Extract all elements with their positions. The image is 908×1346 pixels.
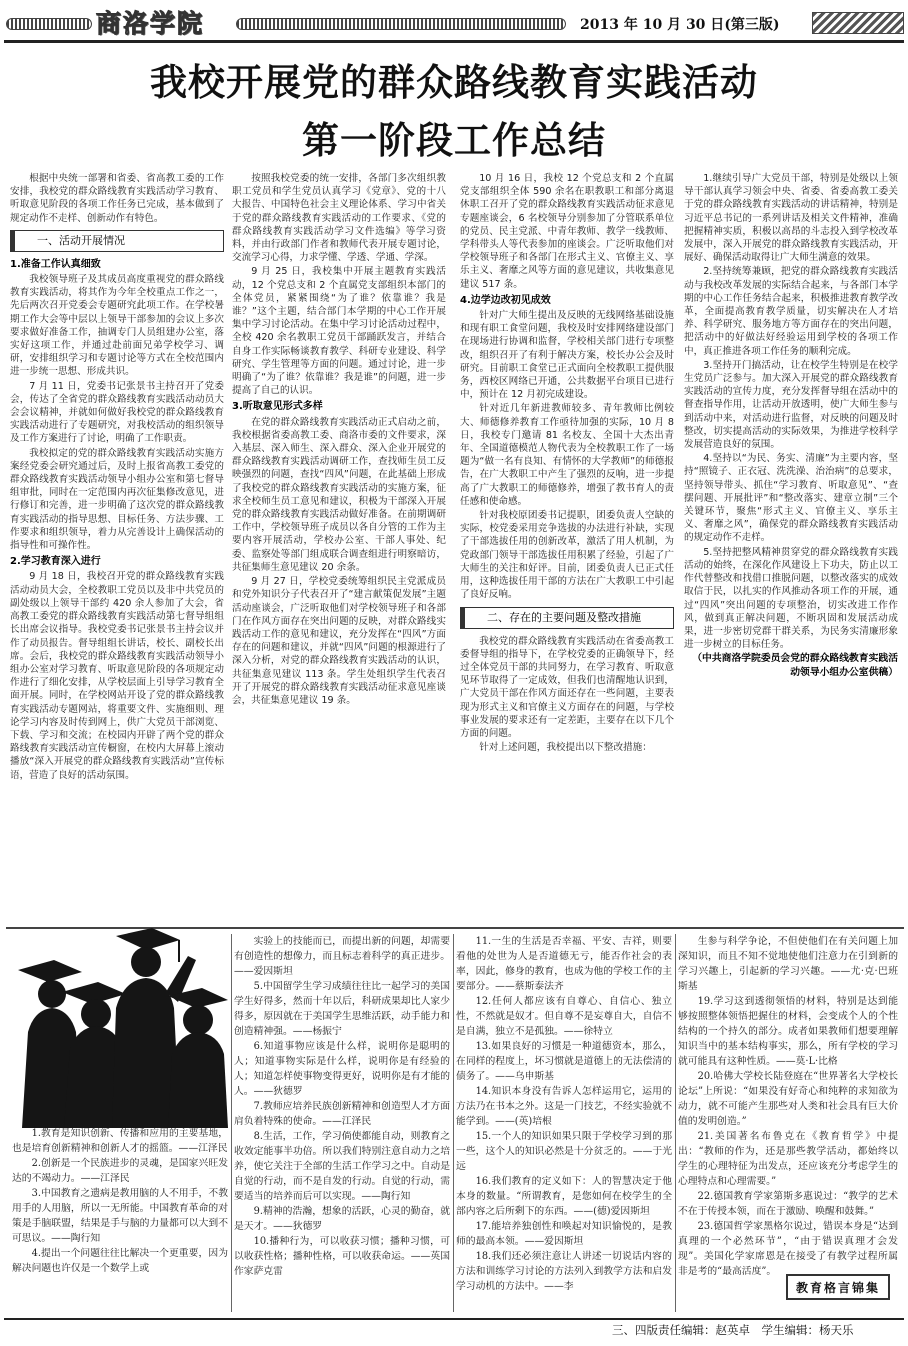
paragraph: 针对我校原团委书记提职，团委负责人空缺的实际，校党委采用竞争选拔的办法进行补缺，实现了干部选拔任用的创新改革，激活了用人机制，为党政部门领导干部选拔任用积累了经验，引起了广大师生的关注和好评。目前，团委负责人已正式任用，这种选拔任用干部的方法在广大教职工中引起了良好反响。: [460, 510, 674, 601]
quote-item: 5.中国留学生学习成绩往往比一起学习的美国学生好得多，然而十年以后，科研成果却比人家少得多，原因就在于美国学生思维活跃，动手能力和创造精神强。——杨振宁: [234, 981, 450, 1037]
graduates-silhouette-illustration: [12, 932, 230, 1128]
article-column-2: [232, 172, 446, 924]
article-column-4: [684, 172, 898, 924]
paragraph: 针对广大师生提出及反映的无线网络基础设施和现有职工食堂问题，我校及时安排网络建设部门在现场进行协调和监督，学校相关部门进行专项整改，组织召开了有利于解决方案，校长办公会及时研究。目前职工食堂已正式面向全校教职工提供服务，西校区网络已开通，公共数据平台项目已进行中，预计在 12 月初完成建设。: [460, 310, 674, 401]
header-decor-bar-right: [236, 18, 566, 30]
paragraph: 4.坚持以“为民、务实、清廉”为主要内容，坚持“照镜子、正衣冠、洗洗澡、治治病”的总要求，坚持领导带头、抓住“学习教育、听取意见”、“查摆问题、开展批评”和“整改落实、建章立制”三个关键环节，聚焦“形式主义、官僚主义、享乐主义、奢靡之风”，确保党的群众路线教育实践活动的规定动作不走样。: [684, 453, 898, 544]
header-corner-decor: [812, 12, 904, 34]
paragraph: 针对上述问题，我校提出以下整改措施：: [479, 742, 652, 754]
header-rule: [4, 40, 904, 43]
quotes-column-2: [234, 934, 450, 1310]
header-decor-bar-left: [6, 18, 92, 30]
paragraph: 9 月 25 日，我校集中开展主题教育实践活动，12 个党总支和 2 个直属党支部组织本部门的全体党员，紧紧围绕“为了谁？依靠谁？我是谁？”这个主题，结合部门本学期的中心工作开展集中学习讨论活动。在集中学习讨论活动过程中，全校 420 余名教职工党员干部踊跃发言，并结合自身工作实际畅谈教育教学、科研专业建设、科学研究、学生管理等方面的问题。通过讨论，进一步明确了“为了谁？依靠谁？我是谁”的问题，进一步提高了自己的认识。: [232, 266, 446, 397]
masthead-logo: 商洛学院: [96, 9, 205, 38]
column-rule: [453, 934, 454, 1312]
paragraph: 7 月 11 日，党委书记张景书主持召开了党委会，传达了全省党的群众路线教育实践活动动员大会会议精神，并就如何做好我校党的群众路线教育实践活动进行了专题研究，对我校活动的组织领导及工作方案进行了讨论，明确了工作职责。: [10, 380, 224, 445]
section-heading-1: 一、活动开展情况: [10, 230, 224, 252]
quote-item: 4.提出一个问题往往比解决一个更重要，因为解决问题也许仅是一个数学上或: [12, 1248, 228, 1274]
quote-item: 22.德国教育学家第斯多惠说过：“教学的艺术不在于传授本领，而在于激励、唤醒和鼓舞。”: [678, 1191, 898, 1217]
quote-item: 1.教育是知识创新、传播和应用的主要基地，也是培育创新精神和创新人才的摇篮。——江泽民: [12, 1128, 228, 1154]
edition-label: (第三版): [724, 17, 780, 33]
paragraph: 3.坚持开门搞活动，让在校学生特别是在校学生党员广泛参与。加大深入开展党的群众路线教育实践活动的宣传力度，充分发挥督导组在活动中的督查指导作用，让活动开放透明，使广大师生参与到活动中来，对活动进行监督，对反映的问题及时整改，切实提高活动的实际效果，为推进学校科学发展营造良好的氛围。: [684, 359, 898, 451]
subheading-3: 3.听取意见形式多样: [232, 401, 323, 413]
quotes-section-badge: 教育格言锦集: [786, 1274, 890, 1300]
quote-item: 15.一个人的知识如果只限于学校学习到的那一些，这个人的知识必然是十分贫乏的。——于光远: [456, 1131, 672, 1172]
quote-item: 8.生活，工作，学习倘使都能自动，则教育之收效定能事半功倍。所以我们特别注意自动力之培养，使它关注于全部的生活工作学习之中。自动是自觉的行动，而不是自发的行动。自觉的行动，需要适当的培养而后可以实现。——陶行知: [234, 1131, 450, 1202]
subheading-4: 4.边学边改初见成效: [460, 294, 551, 306]
paragraph: 我校领导班子及其成员高度重视党的群众路线教育实践活动，将其作为今年全校重点工作之一，先后两次召开党委会专题研究此项工作。在学校暑期工作大会等中层以上领导干部参加的会议上多次要求做好准备工作，抽调专门人员组建办公室，落实好这项工作，并通过赴前面兄弟学校学习、调研，安排组织学习和专题讨论等方式在全校范围内进一步统一思想、形成共识。: [10, 274, 224, 378]
paragraph: 9 月 27 日，学校党委统筹组织民主党派成员和党外知识分子代表召开了“建言献策促发展”主题活动座谈会，广泛听取他们对学校领导班子和各部门在作风方面存在突出问题的反映，对群众路线实践活动工作的意见和建议，充分发挥在“四风”方面存在的问题和建议，并就“四风”问题的根源进行了深入分析，对党的群众路线教育实践活动的认识，共征集意见建议 113 条。学生处组织学生代表召开了开展党的群众路线教育实践活动征求意见座谈会，共征集意见建议 19 条。: [232, 576, 446, 706]
footer-rule: [4, 1318, 904, 1320]
issue-date-line: [580, 14, 780, 34]
column-rule: [231, 934, 232, 1312]
section-heading-2: 二、存在的主要问题及整改措施: [460, 607, 674, 629]
paragraph: 5.坚持把整风精神贯穿党的群众路线教育实践活动的始终，在深化作风建设上下功夫，防止以工作代替整改和找借口推脱问题，以整改落实的成效取信于民，以扎实的作风推动各项工作的开展，通过“四风”突出问题的专项整治，切实改进工作作风，做到真正解决问题，不断巩固和发展活动成果，进一步密切党群干群关系，为民务实清廉形象进一步树立的目标任务。: [684, 546, 898, 651]
quote-item: 21.美国著名布鲁克在《教育哲学》中提出：“教师的作为，还是那些教学活动，都始终以学生的心理特征为出发点，还应该充分考虑学生的心理特点和心理需要。”: [678, 1131, 898, 1187]
quote-item: 17.能培养独创性和唤起对知识愉悦的，是教师的最高本领。——爱因斯坦: [456, 1221, 672, 1247]
article-column-1: [10, 172, 224, 924]
headline-line1: 我校开展党的群众路线教育实践活动: [150, 60, 758, 104]
quote-item: 20.哈佛大学校长陆登庭在“世界著名大学校长论坛”上所说：“如果没有好奇心和纯粹的求知欲为动力，就不可能产生那些对人类和社会具有巨大价值的发明创造。”: [678, 1071, 898, 1127]
quote-item: 23.德国哲学家黑格尔说过，错误本身是“达到真理的一个必然环节”，“由于错误真理才会发现”。美国化学家席恩是在接受了有教学过程所属非是考的“最高活度”。: [678, 1221, 898, 1277]
paragraph: 在党的群众路线教育实践活动正式启动之前，我校根据省委高教工委、商洛市委的文件要求，深入基层、深入师生、深入群众、深入企业开展党的群众路线教育实践活动调研工作，查找师生员工反映强烈的问题，查找“四风”问题，在此基础上形成了我校党的群众路线教育实践活动的实施方案，征求全校师生员工意见和建议，积极为干部深入开展党的群众路线教育实践活动做好准备。在前期调研工作中，学校领导班子成员以各自分管的工作为主要内容开展活动，学校办公室、干部人事处、纪委、监察处等部门组成联合调查组进行明察暗访，共征集师生意见建议 20 余条。: [232, 416, 446, 573]
quote-item: 13.如果良好的习惯是一种道德资本，那么，在同样的程度上，坏习惯就是道德上的无法偿清的债务了。——乌申斯基: [456, 1041, 672, 1082]
headline-line2: 第一阶段工作总结: [302, 118, 606, 162]
quote-item: 14.知识本身没有告诉人怎样运用它，运用的方法乃在书本之外。这是一门技艺，不经实验就不能学到。——(英)培根: [456, 1086, 672, 1127]
quote-item: 19.学习这到透彻领悟的材料，特别是达到能够按照整体领悟把握住的材料，会变成个人的个性结构的一个持久的部分。成者如果教师们想要理解知识当中的基本结构事实，那么，所有学校的学习就可能具有这种性质。——莫·L·比格: [678, 996, 898, 1067]
quote-item: 9.精神的浩瀚，想象的活跃，心灵的勤奋，就是天才。——狄德罗: [234, 1206, 450, 1232]
quote-item: 18.我们还必须注意让人讲述一切说话内容的方法和训练学习讨论的方法列入到教学方法和启发学习动机的方法中。——李: [456, 1251, 672, 1292]
quote-item: 实验上的技能而已，而提出新的问题，却需要有创造性的想像力，而且标志着科学的真正进步。——爱因斯坦: [234, 936, 450, 977]
quote-item: 7.教师应培养民族创新精神和创造型人才方面肩负着特殊的使命。——江泽民: [234, 1101, 450, 1127]
quote-item: 12.任何人都应该有自尊心、自信心、独立性，不然就是奴才。但自尊不是妄尊自大，自信不是自满，独立不是孤独。——徐特立: [456, 996, 672, 1037]
quote-item: 10.播种行为，可以收获习惯；播种习惯，可以收获性格；播种性格，可以收获命运。——英国作家萨克雷: [234, 1236, 450, 1277]
section-divider: [6, 927, 904, 929]
quotes-column-3: [456, 934, 672, 1310]
editor-credits: 三、四版责任编辑：赵英卓 学生编辑：杨天乐: [612, 1323, 854, 1337]
paragraph: 针对近几年新进教师较多、青年教师比例较大、师德修养教育工作亟待加强的实际，10 月 8 日，我校专门邀请 81 名校友、全国十大杰出青年、全国道德模范人物代表为全校教职工作了一场题为“做一名有良知、有情怀的大学教师”的师德报告，在广大教职工中产生了强烈的反响，进一步提高了广大教职工的师德修养，增强了教书育人的责任感和使命感。: [460, 403, 674, 507]
quote-item: 16.我们教育的定义如下：人的智慧决定于他本身的数量。“所谓教育，是您如何在校学生的全部内容之后所剩下的东西。——(德)爱因斯坦: [456, 1176, 672, 1217]
quote-item: 生参与科学争论，不但使他们在有关问题上加深知识，而且不知不觉地使他们注意力在引到新的学习兴趣上，引起新的学习兴趣。——尤·克·巴班斯基: [678, 936, 898, 992]
paragraph: 10 月 16 日，我校 12 个党总支和 2 个直属党支部组织全体 590 余名在职教职工和部分离退休职工召开了党的群众路线教育实践活动征求意见专题座谈会，6 名校领导分别参加了分管联系单位的党员、民主党派、中青年教师、教学一线教师、学科带头人等代表参加的座谈会。广泛听取他们对学校领导班子和各部门在形式主义、官僚主义、享乐主义、奢靡之风等方面的意见建议，共收集意见建议 517 条。: [460, 173, 674, 290]
quote-item: 6.知道事物应该是什么样，说明你是聪明的人；知道事物实际是什么样，说明你是有经验的人；知道怎样使事物变得更好，说明你是有才能的人。——狄德罗: [234, 1041, 450, 1097]
paragraph: 2.坚持统筹兼顾，把党的群众路线教育实践活动与我校改革发展的实际结合起来，与各部门本学期的中心工作任务结合起来，积极推进教育教学改革，全面提高教育教学质量，切实解决在人才培养、科学研究、服务地方等方面存在的突出问题，把活动中的好做法好经验运用到学校的各项工作中，真正推进各项工作任务的顺利完成。: [684, 266, 898, 357]
subheading-2: 2.学习教育深入进行: [10, 556, 101, 568]
paragraph: 1.继续引导广大党员干部，特别是处级以上领导干部认真学习领会中央、省委、省委高教工委关于党的群众路线教育实践活动的讲话精神，特别是习近平总书记的一系列讲话及相关文件精神，准确把握精神实质，积极以高昂的斗志投入到学校改革发展中，深入开展党的群众路线教育实践活动，开展好、确保活动取得让广大师生满意的效果。: [684, 173, 898, 264]
issue-date: 2013 年 10 月 30 日: [580, 17, 725, 33]
column-rule: [675, 934, 676, 1312]
quotes-column-4: [678, 934, 898, 1277]
quote-item: 3.中国教育之遗病是教用脑的人不用手，不教用手的人用脑，所以一无所能。中国教育革命的对策是手脑联盟，结果是手与脑的力量都可以大到不可思议。——陶行知: [12, 1188, 228, 1244]
article-intro: 根据中央统一部署和省委、省高教工委的工作安排，我校党的群众路线教育实践活动学习教育、听取意见阶段的各项工作任务已完成，基本做到了规定动作不走样、创新动作有特色。: [10, 173, 224, 224]
paragraph: 按照我校党委的统一安排，各部门多次组织教职工党员和学生党员认真学习《党章》、党的十八大报告、中国特色社会主义理论体系、学习中省关于党的群众路线教育实践活动的工作要求、《党的群众路线教育实践活动学习文件选编》等学习资料，并由行政部门作者和教师代表开展专题讨论，交流学习心得，力求学懂、学透、学通、学深。: [232, 173, 446, 264]
paragraph: 我校拟定的党的群众路线教育实践活动实施方案经党委会研究通过后，及时上报省高教工委党的群众路线教育实践活动领导小组办公室和第七督导组审批，同时在一定范围内再次征集修改意见，进行修订和完善，进一步明确了这次党的群众路线教育实践活动的指导思想、目标任务、方法步骤、工作要求和组织领导，着力从完善设计上确保活动的指导性和可操作性。: [10, 447, 224, 552]
paragraph: 9 月 18 日，我校召开党的群众路线教育实践活动动员大会，全校教职工党员以及非中共党员的副处级以上领导干部约 420 余人参加了大会，省高教工委党的群众路线教育实践活动第七督导组组长出席会议指导。我校党委书记张景书主持会议并作了动员报告。督导组组长讲话，校长、副校长出席。会后，我校党的群众路线教育实践活动领导小组办公室对学习教育、听取意见阶段的各项规定动作进行了细化安排，从学校层面上引导学习教育全面开展。同时，在学校网站开设了党的群众路线教育实践活动专题网站，将重要文件、实施细则、理论学习内容及时传到网上，供广大党员干部浏览、下载、学习和交流；在校园内开辟了两个党的群众路线教育实践活动宣传橱窗，在校内大屏幕上滚动播放“深入开展党的群众路线教育实践活动”宣传标语，营造了良好的活动氛围。: [10, 571, 224, 781]
paragraph: 我校党的群众路线教育实践活动在省委高教工委督导组的指导下，在学校党委的正确领导下，经过全体党员干部的共同努力，在学习教育、听取意见环节取得了一定成效，但我们也清醒地认识到，广大党员干部在作风方面还存在一些问题，主要表现为形式主义和官僚主义方面存在的问题，与学校事业发展的要求还有一定差距，主要存在以下几个方面的问题。: [460, 635, 674, 739]
subheading-1: 1.准备工作认真细致: [10, 258, 101, 270]
article-column-3: [460, 172, 674, 924]
quotes-column-1: [12, 1126, 228, 1316]
article-signoff: （中共商洛学院委员会党的群众路线教育实践活动领导小组办公室供稿）: [692, 653, 898, 678]
quote-item: 11.一生的生活是否幸福、平安、吉祥，则要看他的处世为人是否道德无亏，能否作社会的表率，因此，修身的教育，也成为他的学校工作的主要部分。——蔡斯泰法齐: [456, 936, 672, 992]
quote-item: 2.创新是一个民族进步的灵魂，是国家兴旺发达的不竭动力。——江泽民: [12, 1158, 228, 1184]
